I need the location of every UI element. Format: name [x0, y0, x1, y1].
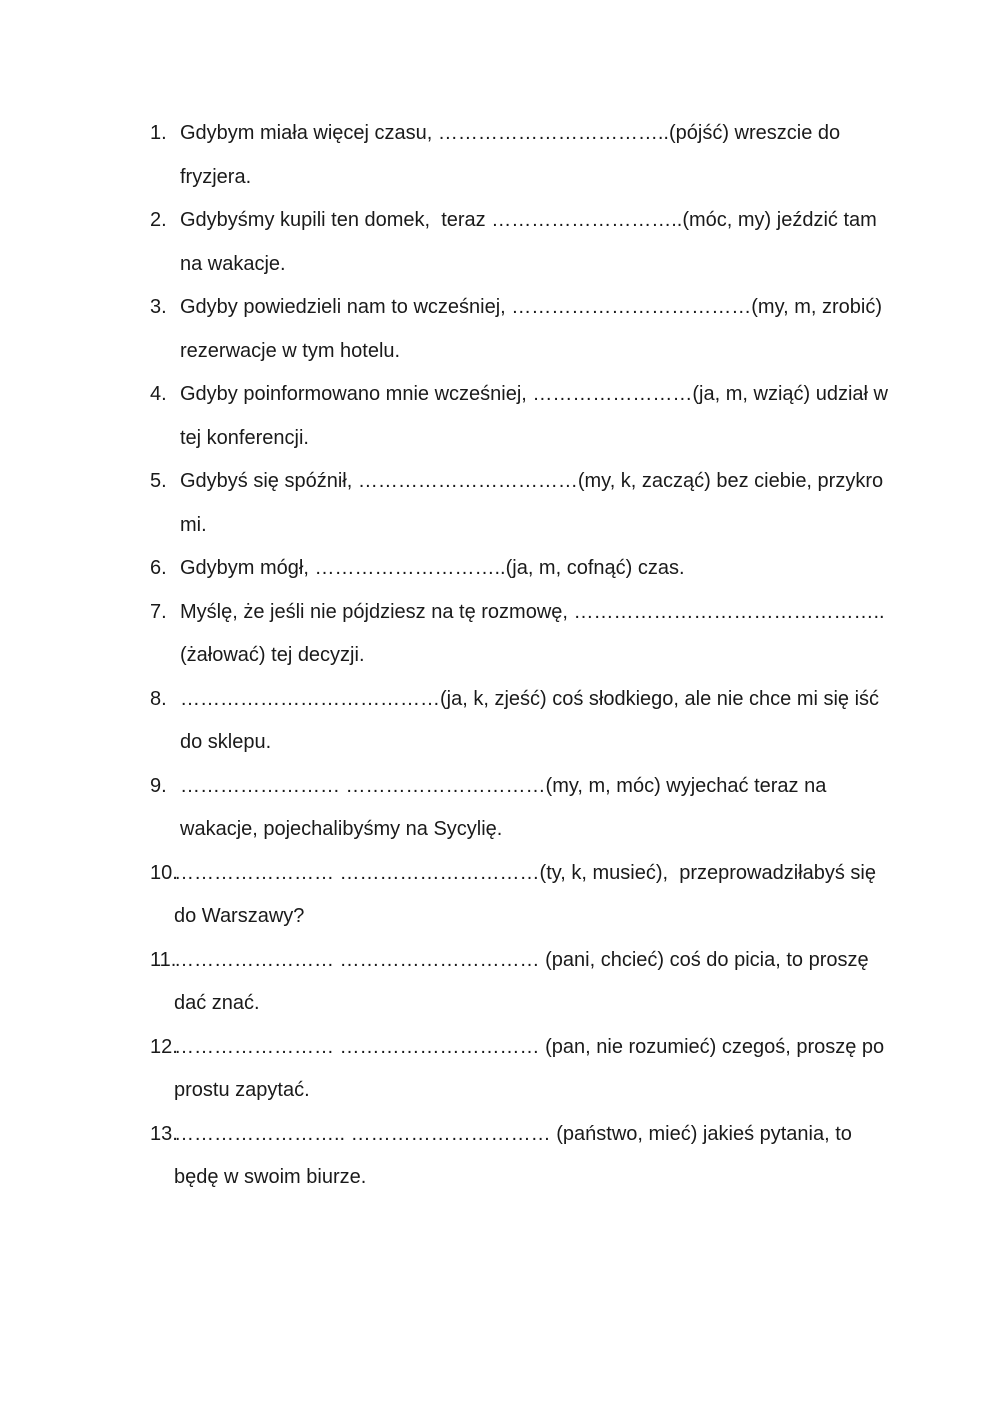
item-number: 3. — [150, 296, 167, 318]
item-number: 6. — [150, 557, 167, 579]
list-item — [150, 286, 890, 373]
list-item — [150, 460, 890, 547]
item-number: 7. — [150, 600, 167, 623]
item-number: 13. — [150, 1122, 178, 1145]
item-text: Gdybyś się spóźnił, ……………………………(my, k, zacząć) bez ciebie, przykro mi. — [180, 470, 889, 536]
item-text: …………………… ………………………… (pani, chcieć) coś do picia, to proszę dać znać. — [174, 948, 875, 1014]
item-number: 2. — [150, 209, 167, 231]
list-item — [150, 547, 890, 591]
item-number: 10. — [150, 861, 178, 884]
item-number: 8. — [150, 687, 167, 710]
item-number: 12. — [150, 1035, 178, 1058]
list-item — [150, 112, 890, 199]
item-number: 11. — [150, 948, 177, 971]
item-text: …………………… ………………………… (pan, nie rozumieć) czegoś, proszę po prostu zapytać. — [174, 1035, 890, 1101]
exercise-list — [150, 112, 894, 1200]
list-item — [150, 852, 890, 939]
item-text: Gdybym miała więcej czasu, ……………………………..(pójść) wreszcie do fryzjera. — [180, 122, 846, 188]
item-text: …………………… …………………………(ty, k, musieć), przeprowadziłabyś się do Warszawy? — [174, 861, 882, 927]
item-text: …………………….. ………………………… (państwo, mieć) jakieś pytania, to będę w swoim biurze. — [174, 1122, 858, 1188]
list-item — [150, 1113, 890, 1200]
item-text: Gdyby powiedzieli nam to wcześniej, ………………………………(my, m, zrobić) rezerwacje w tym hotelu. — [180, 296, 888, 362]
list-item — [150, 678, 890, 765]
item-text: …………………… …………………………(my, m, móc) wyjechać teraz na wakacje, pojechalibyśmy na Sycylię. — [180, 774, 832, 840]
list-item — [150, 199, 890, 286]
list-item — [150, 373, 894, 460]
item-number: 9. — [150, 774, 167, 797]
item-text: …………………………………(ja, k, zjeść) coś słodkiego, ale nie chce mi się iść do sklepu. — [180, 687, 885, 753]
item-text: Gdybym mógł, ………………………..(ja, m, cofnąć) czas. — [180, 557, 685, 579]
list-item — [150, 591, 890, 678]
item-text: Gdyby poinformowano mnie wcześniej, ……………………(ja, m, wziąć) udział w tej konferencji. — [180, 383, 894, 449]
item-number: 5. — [150, 470, 167, 492]
item-text: Gdybyśmy kupili ten domek, teraz ………………………..(móc, my) jeździć tam na wakacje. — [180, 209, 883, 275]
list-item — [150, 939, 890, 1026]
item-number: 4. — [150, 383, 167, 405]
item-number: 1. — [150, 122, 167, 144]
item-text: Myślę, że jeśli nie pójdziesz na tę rozmowę, ………………………………………..(żałować) tej decyzji. — [180, 600, 885, 666]
list-item — [150, 1026, 890, 1113]
list-item — [150, 765, 890, 852]
